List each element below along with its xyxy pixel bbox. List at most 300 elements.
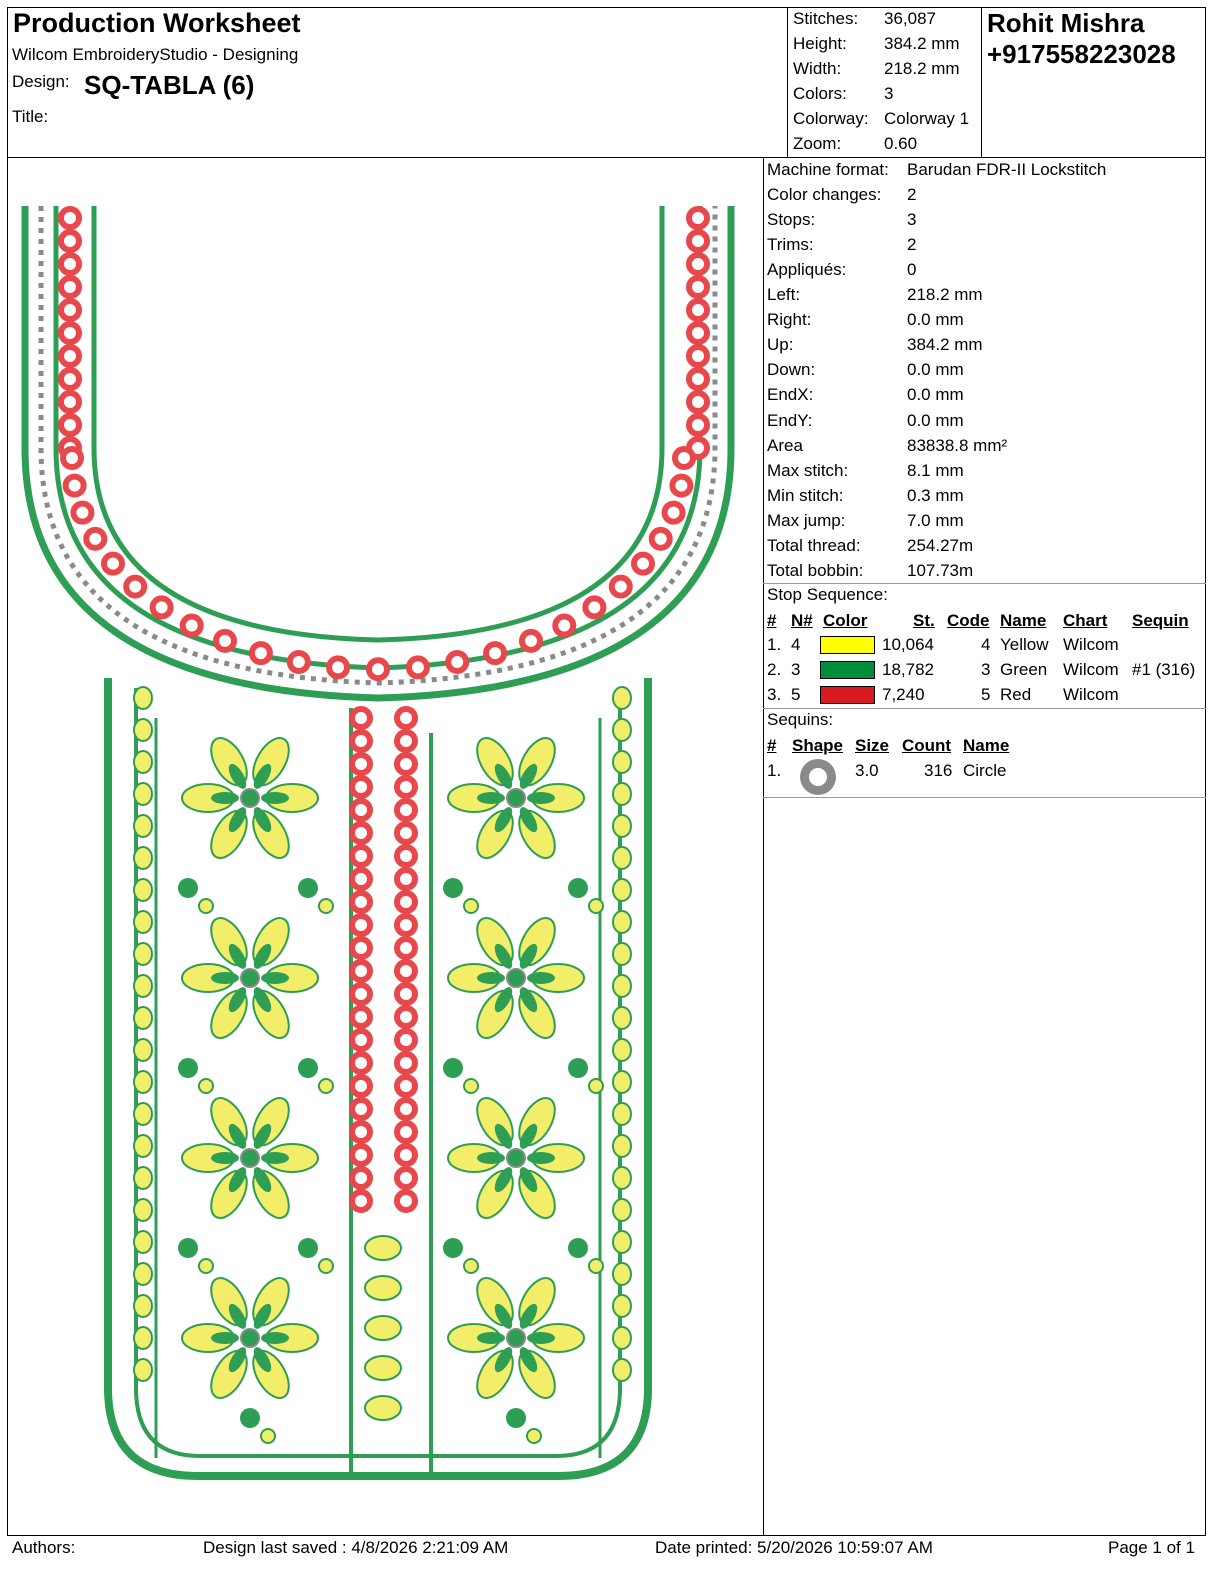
flower-center [241,969,259,987]
stop-row-stitches: 18,782 [882,660,934,679]
detail-value: 3 [907,210,917,230]
side-scallop-left [134,1103,152,1125]
red-sequin-ring [397,870,415,888]
red-sequin-ring [689,347,707,365]
flower-center [507,1329,525,1347]
green-dot-motif [443,878,463,898]
red-sequin-ring [689,393,707,411]
side-scallop-right [613,1199,631,1221]
flower-petal [470,985,520,1044]
summary-value: 0.60 [884,134,918,153]
detail-value: 0 [907,260,917,280]
red-sequin-ring [352,778,370,796]
summary-label: Height: [793,34,847,53]
green-dot-motif [443,1058,463,1078]
side-scallop-left [134,1295,152,1317]
side-scallop-right [613,1071,631,1093]
detail-value: 2 [907,185,917,205]
side-scallop-left [134,1167,152,1189]
stop-row-num: 1. [767,635,782,654]
side-scallop-left [134,943,152,965]
red-sequin-ring [61,301,79,319]
sequin-header-size: Size [855,736,890,755]
detail-value: 0.0 mm [907,360,964,380]
flower-petal [470,1345,520,1404]
detail-value: 83838.8 mm² [907,435,1008,455]
green-dot-motif [443,1238,463,1258]
stop-row-n: 5 [791,685,801,704]
flower-leaf [477,972,505,984]
detail-value: 7.0 mm [907,510,964,530]
summary-value: 218.2 mm [884,59,960,78]
side-scallop-left [134,1231,152,1253]
flower-petal [204,912,254,971]
side-scallop-right [613,1231,631,1253]
detail-label: Total bobbin: [767,560,864,580]
side-scallop-left [134,975,152,997]
red-sequin-ring [352,1054,370,1072]
red-sequin-ring [352,1169,370,1187]
detail-value: 8.1 mm [907,460,964,480]
side-scallop-right [613,1167,631,1189]
stop-header-num: # [767,611,777,630]
red-sequin-ring [397,847,415,865]
flower-petal [512,985,562,1044]
summary-label: Colors: [793,84,847,103]
stop-row-code: 5 [981,685,991,704]
stop-header-n: N# [791,611,813,630]
red-sequin-ring [61,232,79,250]
red-sequin-ring [352,916,370,934]
red-sequin-ring [675,449,693,467]
red-sequin-ring [397,1100,415,1118]
flower-petal [470,732,520,791]
flower-center [507,1149,525,1167]
red-sequin-ring [397,1146,415,1164]
flower-leaf [527,792,555,804]
detail-label: Area [767,435,803,455]
detail-value: 254.27m [907,535,974,555]
side-scallop-right [613,975,631,997]
red-sequin-ring [397,1008,415,1026]
red-sequin-ring [352,985,370,1003]
detail-label: Up: [767,335,794,355]
page-title: Production Worksheet [13,8,301,38]
red-sequin-ring [352,962,370,980]
red-sequin-ring [689,232,707,250]
neck-mid-band [56,206,700,668]
flower-petal [246,1272,296,1331]
stop-header-st: St. [913,611,935,630]
red-sequin-ring [397,801,415,819]
embroidery-preview [8,158,762,1534]
red-sequin-ring [66,477,84,495]
flower-leaf [477,1332,505,1344]
detail-label: Right: [767,310,812,330]
stop-row-n: 3 [791,660,801,679]
red-sequin-ring [61,255,79,273]
side-scallop-left [134,719,152,741]
sequin-header-shape: Shape [792,736,844,755]
side-scallop-right [613,1295,631,1317]
red-sequin-ring [61,324,79,342]
red-sequin-ring [397,1054,415,1072]
red-sequin-ring [352,1123,370,1141]
side-scallop-left [134,687,152,709]
side-scallop-right [613,815,631,837]
red-sequin-ring [689,370,707,388]
detail-label: Max stitch: [767,460,849,480]
red-sequin-ring [252,644,270,662]
details-divider-1 [763,583,1206,584]
red-sequin-ring [352,1008,370,1026]
side-scallop-left [134,815,152,837]
side-scallop-right [613,1327,631,1349]
detail-label: Down: [767,360,816,380]
yellow-bud-motif [199,899,213,913]
stop-row-name: Yellow [1000,635,1049,654]
sequin-row-num: 1. [767,761,782,780]
detail-value: 0.0 mm [907,410,964,430]
red-sequin-ring [352,824,370,842]
red-sequin-ring [153,598,171,616]
green-dot-motif [178,878,198,898]
yellow-bud-motif [464,1079,478,1093]
red-sequin-ring [352,1192,370,1210]
side-scallop-right [613,719,631,741]
footer-last-saved: Design last saved : 4/8/2026 2:21:09 AM [203,1538,509,1557]
red-sequin-ring [486,644,504,662]
red-sequin-ring [397,732,415,750]
placket-oval [365,1316,401,1340]
side-scallop-left [134,1327,152,1349]
stop-header-code: Code [947,611,990,630]
side-scallop-left [134,1359,152,1381]
flower-petal [204,805,254,864]
side-scallop-left [134,1071,152,1093]
neck-inner-band [94,206,662,640]
yellow-bud-motif [199,1079,213,1093]
detail-value: 0.0 mm [907,310,964,330]
red-sequin-ring [352,939,370,957]
yellow-bud-motif [319,1259,333,1273]
red-sequin-ring [86,530,104,548]
flower-petal [512,1165,562,1224]
red-sequin-ring [183,617,201,635]
red-sequin-ring [61,393,79,411]
red-sequin-ring [397,1031,415,1049]
flower-petal [470,1272,520,1331]
detail-label: Trims: [767,235,814,255]
red-sequin-ring [397,1123,415,1141]
red-sequin-ring [397,1192,415,1210]
detail-value: Barudan FDR-II Lockstitch [907,160,1107,179]
red-sequin-ring [397,709,415,727]
stop-row-num: 3. [767,685,782,704]
flower-leaf [211,972,239,984]
red-sequin-ring [397,939,415,957]
flower-leaf [527,1332,555,1344]
red-sequin-ring [522,632,540,650]
red-sequin-ring [352,1031,370,1049]
stop-row-name: Green [1000,660,1048,679]
red-sequin-ring [689,255,707,273]
detail-label: Max jump: [767,510,846,530]
footer-page: Page 1 of 1 [1108,1538,1195,1557]
detail-label: Machine format: [767,160,889,179]
detail-label: Min stitch: [767,485,844,505]
flower-leaf [477,792,505,804]
side-scallop-right [613,943,631,965]
red-sequin-ring [61,278,79,296]
stop-row-chart: Wilcom [1063,635,1119,654]
detail-value: 384.2 mm [907,335,983,355]
red-sequin-ring [352,870,370,888]
red-sequin-ring [448,653,466,671]
stop-header-name: Name [1000,611,1047,630]
side-scallop-left [134,911,152,933]
red-sequin-ring [397,824,415,842]
red-sequin-ring [352,847,370,865]
placket-oval [365,1356,401,1380]
flower-petal [470,805,520,864]
design-name: SQ-TABLA (6) [84,70,255,100]
detail-label: Total thread: [767,535,861,555]
flower-petal [512,732,562,791]
flower-center [507,789,525,807]
sequin-row-name: Circle [963,761,1007,780]
side-scallop-right [613,687,631,709]
red-sequin-ring [352,893,370,911]
yellow-bud-motif [319,899,333,913]
body-divider [763,157,764,1536]
red-sequin-ring [689,301,707,319]
flower-leaf [261,1332,289,1344]
placket-oval [365,1396,401,1420]
green-dot-motif [568,1058,588,1078]
stop-row-chart: Wilcom [1063,685,1119,704]
owner-phone: +917558223028 [987,39,1176,69]
red-sequin-ring [689,324,707,342]
sequin-header-count: Count [902,736,952,755]
green-dot-motif [298,878,318,898]
side-scallop-left [134,847,152,869]
flower-petal [246,1345,296,1404]
side-scallop-right [613,1007,631,1029]
stop-header-color: Color [823,611,868,630]
flower-petal [204,1092,254,1151]
summary-label: Stitches: [793,9,859,28]
red-sequin-ring [652,530,670,548]
flower-center [241,789,259,807]
side-scallop-right [613,751,631,773]
stop-header-sequin: Sequin [1132,611,1189,630]
flower-leaf [261,1152,289,1164]
red-sequin-ring [104,555,122,573]
green-dot-motif [240,1408,260,1428]
stop-row-name: Red [1000,685,1032,704]
flower-petal [512,1092,562,1151]
circle-sequin-icon [800,759,836,800]
red-sequin-ring [352,1146,370,1164]
flower-petal [204,1165,254,1224]
red-sequin-ring [352,755,370,773]
side-scallop-right [613,911,631,933]
red-sequin-ring [352,709,370,727]
footer-authors: Authors: [12,1538,76,1557]
red-sequin-ring [369,660,387,678]
flower-center [507,969,525,987]
header-divider-2 [981,7,982,158]
design-label: Design: [12,72,70,91]
red-sequin-ring [689,209,707,227]
flower-petal [512,805,562,864]
flower-petal [204,732,254,791]
flower-petal [246,732,296,791]
color-swatch [820,661,875,679]
side-scallop-right [613,879,631,901]
yellow-bud-motif [589,899,603,913]
detail-label: Appliqués: [767,260,847,280]
flower-petal [204,985,254,1044]
yellow-bud-motif [261,1429,275,1443]
flower-petal [512,1345,562,1404]
green-dot-motif [298,1058,318,1078]
flower-petal [204,1345,254,1404]
red-sequin-ring [665,504,683,522]
red-sequin-ring [61,416,79,434]
placket-oval [365,1276,401,1300]
yellow-bud-motif [464,1259,478,1273]
side-scallop-left [134,879,152,901]
side-scallop-left [134,783,152,805]
detail-value: 0.0 mm [907,385,964,405]
placket-oval [365,1236,401,1260]
red-sequin-ring [409,658,427,676]
title-label: Title: [12,107,49,126]
summary-value: 384.2 mm [884,34,960,53]
red-sequin-ring [397,778,415,796]
flower-petal [246,912,296,971]
stop-row-stitches: 10,064 [882,635,934,654]
side-scallop-left [134,1135,152,1157]
red-sequin-ring [397,1077,415,1095]
software-name: Wilcom EmbroideryStudio - Designing [12,45,299,64]
flower-leaf [211,1332,239,1344]
red-sequin-ring [397,893,415,911]
green-dot-motif [506,1408,526,1428]
red-sequin-ring [61,209,79,227]
red-sequin-ring [689,278,707,296]
sequins-title: Sequins: [767,710,834,729]
red-sequin-ring [397,985,415,1003]
flower-petal [204,1272,254,1331]
detail-value: 0.3 mm [907,485,964,505]
summary-label: Zoom: [793,134,842,153]
stop-row-chart: Wilcom [1063,660,1119,679]
green-dot-motif [298,1238,318,1258]
side-scallop-right [613,783,631,805]
red-sequin-ring [61,347,79,365]
red-sequin-ring [397,1169,415,1187]
footer-date-printed: Date printed: 5/20/2026 10:59:07 AM [655,1538,933,1557]
stop-row-n: 4 [791,635,801,654]
flower-petal [512,912,562,971]
red-sequin-ring [672,477,690,495]
detail-label: Stops: [767,210,816,230]
red-sequin-ring [397,755,415,773]
side-scallop-right [613,1039,631,1061]
owner-name: Rohit Mishra [987,8,1145,38]
summary-label: Width: [793,59,842,78]
color-swatch [820,686,875,704]
flower-leaf [211,1152,239,1164]
side-scallop-right [613,847,631,869]
summary-value: 36,087 [884,9,936,28]
stop-row-code: 4 [981,635,991,654]
side-scallop-left [134,1199,152,1221]
yellow-bud-motif [319,1079,333,1093]
flower-leaf [211,792,239,804]
flower-petal [470,1165,520,1224]
detail-value: 107.73m [907,560,974,580]
yellow-bud-motif [589,1079,603,1093]
red-sequin-ring [634,555,652,573]
stop-row-code: 3 [981,660,991,679]
flower-petal [246,805,296,864]
red-sequin-ring [585,598,603,616]
flower-petal [246,1165,296,1224]
flower-petal [246,985,296,1044]
stop-row-stitches: 7,240 [882,685,925,704]
sequin-header-num: # [767,736,777,755]
sequin-row-size: 3.0 [855,761,879,780]
stop-row-num: 2. [767,660,782,679]
detail-label: Color changes: [767,185,882,205]
stop-sequence-title: Stop Sequence: [767,585,888,604]
side-scallop-right [613,1103,631,1125]
flower-center [241,1149,259,1167]
details-divider-2 [763,708,1206,709]
side-scallop-left [134,1007,152,1029]
yellow-bud-motif [199,1259,213,1273]
red-sequin-ring [352,732,370,750]
yellow-bud-motif [527,1429,541,1443]
sequin-row-count: 316 [924,761,953,780]
red-sequin-ring [352,1077,370,1095]
red-sequin-ring [689,416,707,434]
summary-value: 3 [884,84,894,103]
flower-petal [470,912,520,971]
sequin-header-name: Name [963,736,1010,755]
detail-label: Left: [767,285,801,305]
red-sequin-ring [63,449,81,467]
red-sequin-ring [555,617,573,635]
red-sequin-ring [612,578,630,596]
flower-petal [470,1092,520,1151]
red-sequin-ring [290,653,308,671]
summary-label: Colorway: [793,109,869,128]
color-swatch [820,636,875,654]
red-sequin-ring [216,632,234,650]
red-sequin-ring [329,658,347,676]
flower-leaf [527,1152,555,1164]
stop-header-chart: Chart [1063,611,1108,630]
red-sequin-ring [352,1100,370,1118]
side-scallop-right [613,1135,631,1157]
detail-value: 218.2 mm [907,285,983,305]
side-scallop-left [134,1039,152,1061]
